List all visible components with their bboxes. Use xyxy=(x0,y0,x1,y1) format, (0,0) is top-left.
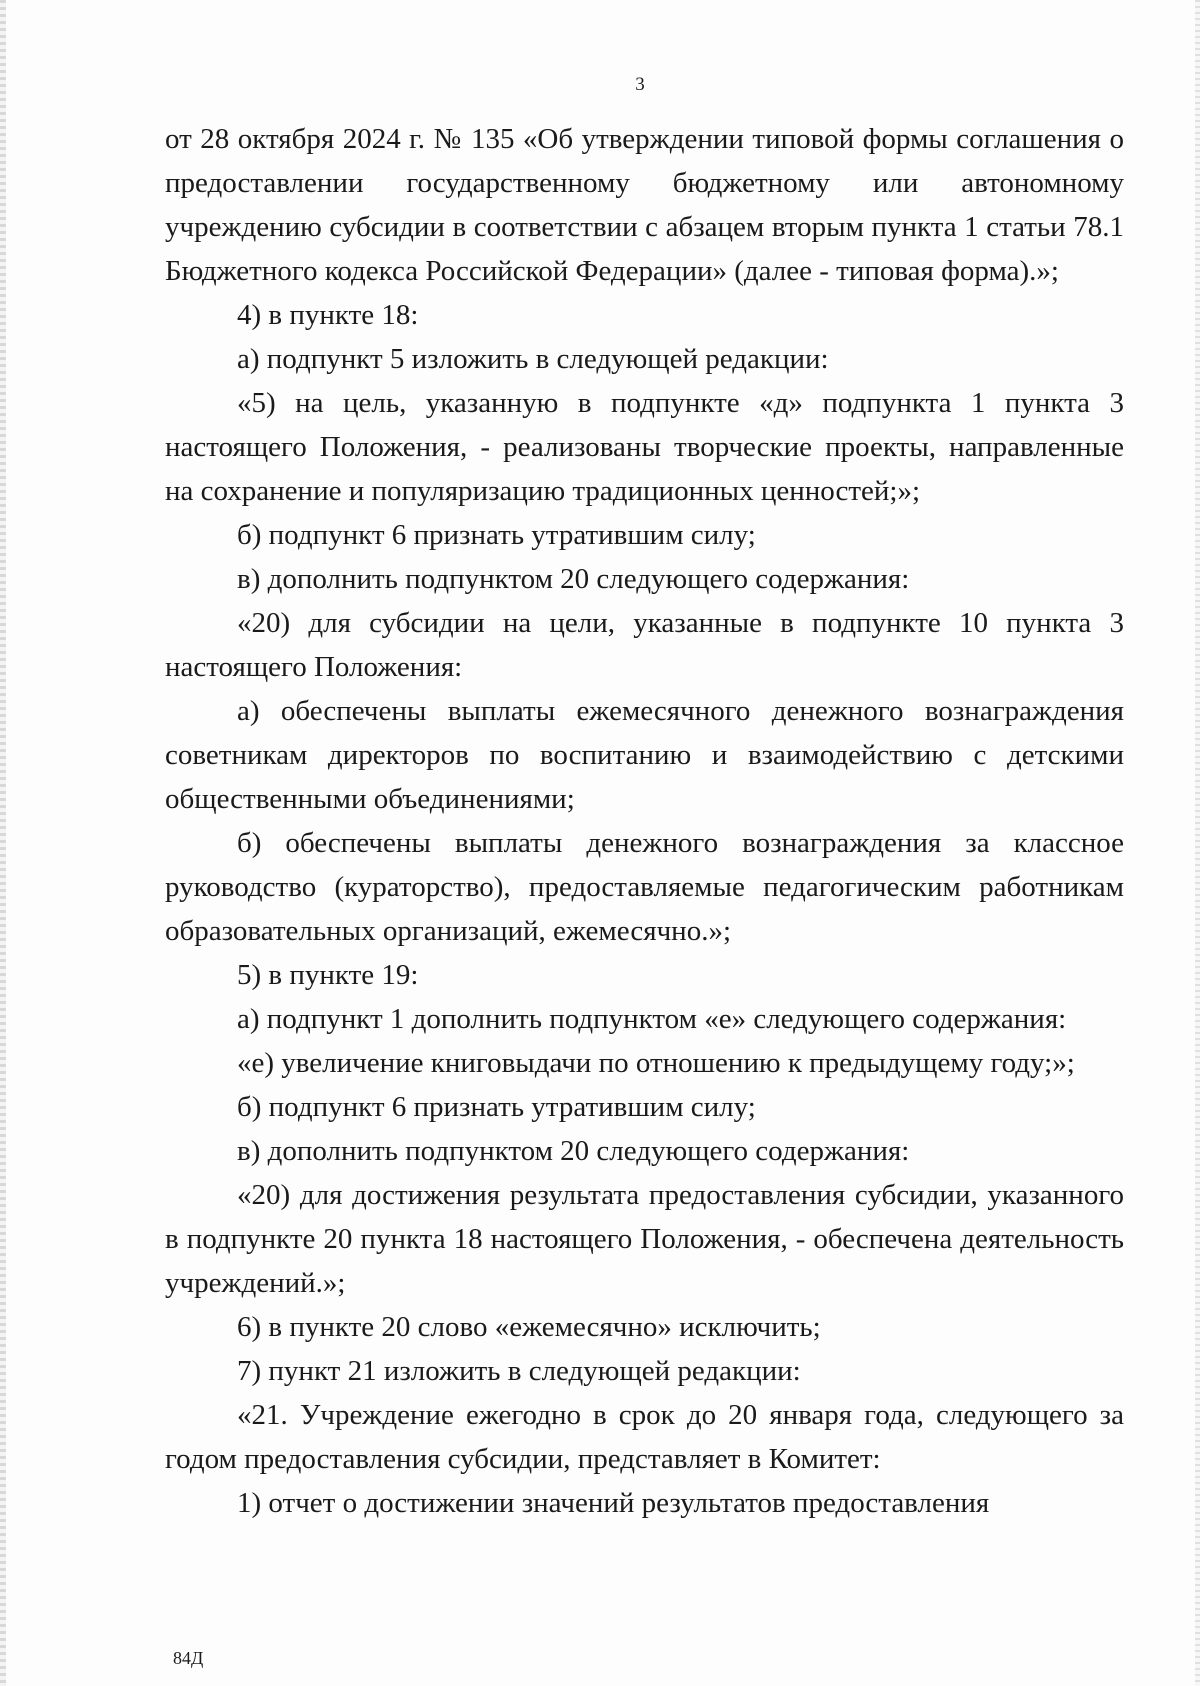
paragraph: 4) в пункте 18: xyxy=(237,299,419,331)
paragraph: в) дополнить подпунктом 20 следующего содержания: xyxy=(237,1135,910,1167)
paragraph: «21. Учреждение ежегодно в срок до 20 января года, следующего за годом предоставления субсидии, представляет в Комитет: xyxy=(165,1399,1124,1475)
scan-edge-left xyxy=(0,0,6,1686)
paragraph: 6) в пункте 20 слово «ежемесячно» исключить; xyxy=(237,1311,821,1343)
paragraph: 7) пункт 21 изложить в следующей редакции: xyxy=(237,1355,801,1387)
paragraph: а) подпункт 5 изложить в следующей редакции: xyxy=(237,343,829,375)
document-body xyxy=(165,117,1124,1525)
paragraph: «20) для субсидии на цели, указанные в подпункте 10 пункта 3 настоящего Положения: xyxy=(165,607,1124,683)
page-number: 3 xyxy=(635,74,645,95)
paragraph: б) подпункт 6 признать утратившим силу; xyxy=(237,1091,756,1123)
paragraph: в) дополнить подпунктом 20 следующего содержания: xyxy=(237,563,910,595)
paragraph: от 28 октября 2024 г. № 135 «Об утверждении типовой формы соглашения о предоставлении государственному бюджетному или автономному учреждению субсидии в соответствии с абзацем вторым пункта 1 статьи 78.1 Бюджетного кодекса Российской Федерации» (далее - типовая форма).»; xyxy=(165,123,1124,287)
paragraph: «5) на цель, указанную в подпункте «д» подпункта 1 пункта 3 настоящего Положения, - реализованы творческие проекты, направленные на сохранение и популяризацию традиционных ценностей;»; xyxy=(165,387,1124,507)
scan-edge-right xyxy=(1195,0,1200,1686)
paragraph: б) подпункт 6 признать утратившим силу; xyxy=(237,519,756,551)
paragraph: б) обеспечены выплаты денежного вознаграждения за классное руководство (кураторство), предоставляемые педагогическим работникам образовательных организаций, ежемесячно.»; xyxy=(165,827,1124,947)
paragraph: «е) увеличение книговыдачи по отношению к предыдущему году;»; xyxy=(237,1047,1075,1079)
paragraph: а) обеспечены выплаты ежемесячного денежного вознаграждения советникам директоров по воспитанию и взаимодействию с детскими общественными объединениями; xyxy=(165,695,1124,815)
paragraph: а) подпункт 1 дополнить подпунктом «е» следующего содержания: xyxy=(237,1003,1067,1035)
paragraph: 1) отчет о достижении значений результатов предоставления xyxy=(237,1487,990,1519)
document-code: 84Д xyxy=(173,1648,204,1668)
paragraph: «20) для достижения результата предоставления субсидии, указанного в подпункте 20 пункта 18 настоящего Положения, - обеспечена деятельность учреждений.»; xyxy=(165,1179,1124,1299)
paragraph: 5) в пункте 19: xyxy=(237,959,419,991)
